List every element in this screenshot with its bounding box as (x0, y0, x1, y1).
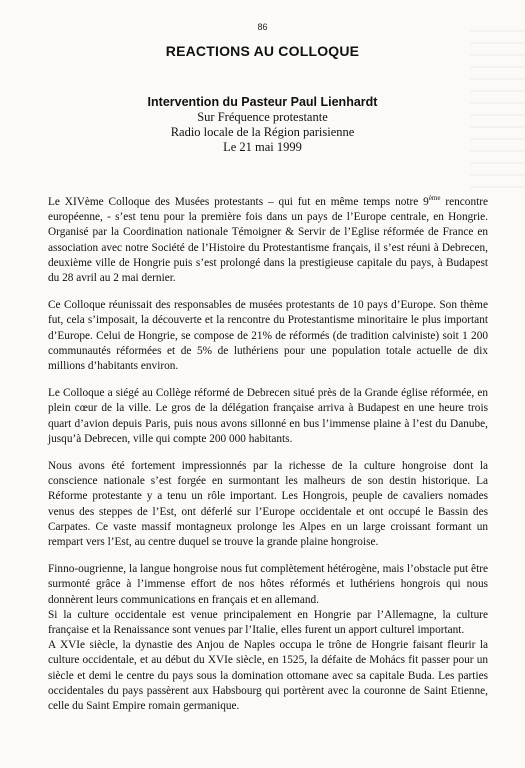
article-body (48, 195, 488, 714)
paragraph-5: Finno-ougrienne, la langue hongroise nous fut complètement hétérogène, mais l’obstacle put être surmonté grâce à l’immense effort de nos hôtes réformés et luthériens hongrois qui nous donnèrent leurs communications en français et en allemand. (48, 563, 488, 606)
paragraph-6: Si la culture occidentale est venue principalement en Hongrie par l’Allemagne, la culture française et la Renaissance sont venues par l’Italie, elles furent un apport culturel important. (48, 608, 488, 637)
paragraph-3: Le Colloque a siégé au Collège réformé de Debrecen situé près de la Grande église réformée, en plein cœur de la ville. Le gros de la délégation française arriva à Budapest en une heure trois quart d’avion depuis Paris, puis nous avons sillonné en bus l’immense plaine à l’est du Danube, jusqu’à Debrecen, ville qui compte 200 000 habitants. (48, 387, 488, 445)
paragraph-7: A XVIe siècle, la dynastie des Anjou de Naples occupa le trône de Hongrie faisant fleurir la culture occidentale, et au début du XVIe siècle, en 1525, la défaite de Mohács fit passer pour un siècle et demi le centre du pays sous la domination ottomane avec sa capitale Buda. Les parties occidentales du pays passèrent aux Habsbourg qui portèrent avec la couronne de Saint Etienne, celle du Saint Empire romain germanique. (48, 639, 488, 713)
header-program: Sur Fréquence protestante (197, 110, 328, 124)
paragraph-1-start: Le XIVème Colloque des Musées protestants – qui fut en même temps notre 9 (48, 196, 429, 208)
page-number: 86 (257, 22, 268, 32)
paragraph-2: Ce Colloque réunissait des responsables de musées protestants de 10 pays d’Europe. Son thème fut, cela s’imposait, la découverte et la rencontre du Protestantisme minoritaire le plus important d’Europe. Celui de Hongrie, se compose de 21% de réformés (de tradition calviniste) soit 1 200 communautés réformées et de 5% de luthériens pour une population totale actuelle de dix millions d’habitants environ. (48, 299, 488, 373)
paragraph-1 (48, 195, 488, 286)
page-title: REACTIONS AU COLLOQUE (165, 43, 360, 59)
paragraph-1-superscript: ème (428, 194, 441, 203)
header-date: Le 21 mai 1999 (223, 140, 302, 154)
header-station: Radio locale de la Région parisienne (170, 125, 355, 139)
header-speaker: Intervention du Pasteur Paul Lienhardt (147, 95, 378, 109)
article-header (0, 94, 525, 155)
paragraph-4: Nous avons été fortement impressionnés par la richesse de la culture hongroise dont la conscience nationale s’est forgée en surmontant les malheurs de son destin historique. La Réforme protestante y a tenu un rôle important. Les Hongrois, peuple de cavaliers nomades venus des steppes de l’Est, ont déferlé sur l’Europe occidentale et ont occupé le Bassin des Carpates. Ce vaste massif montagneux prolonge les Alpes en un large croissant formant un rempart vers l’Est, au centre duquel se trouve la grande plaine hongroise. (48, 460, 488, 549)
paragraph-1-rest: rencontre européenne, - s’est tenu pour la première fois dans un pays de l’Europe centrale, en Hongrie. Organisé par la Coordination nationale Témoigner & Servir de l’Eglise réformée de France en association avec notre Société de l’Histoire du Protestantisme français, il s’est réuni à Debrecen, deuxième ville de Hongrie puis s’est prolongé dans la prestigieuse capitale du pays, à Budapest du 28 avril au 2 mai dernier. (48, 196, 489, 285)
